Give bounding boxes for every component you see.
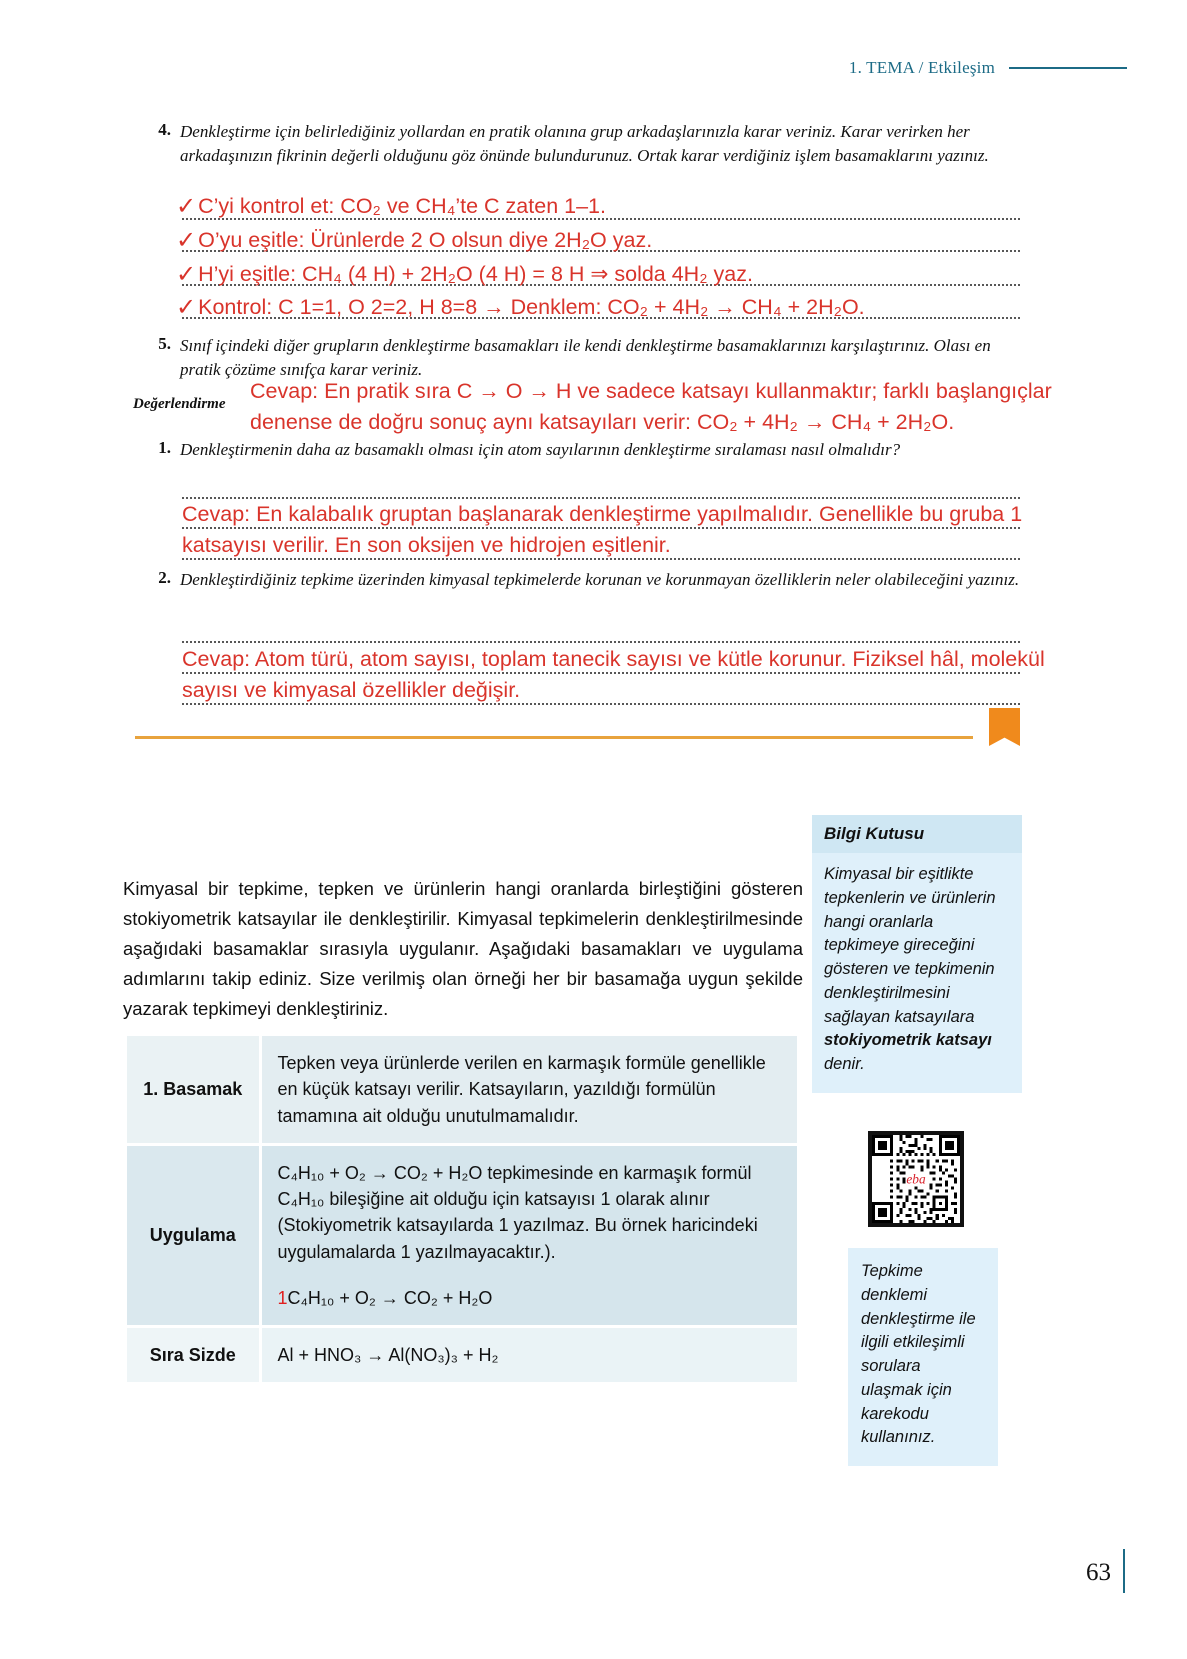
- q4-answer-text-1: C’yi kontrol et: CO₂ ve CH₄’te C zaten 1–1.: [198, 194, 606, 218]
- check-icon: ✓: [176, 193, 197, 220]
- coefficient-highlight: 1: [277, 1287, 288, 1308]
- section-divider: [135, 736, 973, 739]
- steps-table: [127, 1036, 797, 1385]
- q4-answer-line-4: [176, 293, 865, 320]
- header-rule: [1009, 67, 1127, 69]
- q5-answer-line-1: Cevap: En pratik sıra C → O → H ve sadece katsayı kullanmaktır; farklı başlangıçlar: [250, 379, 1052, 403]
- step-equation: Al + HNO₃ → Al(NO₃)₃ + H₂: [260, 1327, 797, 1384]
- qr-code-image: [872, 1135, 960, 1223]
- bilgi-kutusu-panel: [812, 815, 1022, 1093]
- question-4-text: Denkleştirme için belirlediğiniz yollardan en pratik olanına grup arkadaşlarınızla karar veriniz. Karar verirken her arkadaşınızın fikrinin değerli olduğunu göz önünde bulundurunuz. Ortak karar verdiğiniz işlem basamaklarını yazınız.: [180, 122, 989, 165]
- eval-q2-answer-line-1: Cevap: Atom türü, atom sayısı, toplam tanecik sayısı ve kütle korunur. Fiziksel hâl, molekül: [182, 647, 1045, 671]
- degerlendirme-label: Değerlendirme: [133, 396, 226, 412]
- step-label: Uygulama: [127, 1144, 260, 1326]
- check-icon: ✓: [176, 294, 197, 321]
- step-description: Tepken veya ürünlerde verilen en karmaşık formüle genellikle en küçük katsayı verilir. Katsayıların, yazıldığı formülün tamamına ait olduğu unutulmamalıdır.: [260, 1036, 797, 1144]
- qr-center-logo: [905, 1171, 926, 1186]
- bilgi-kutusu-body: [812, 853, 1022, 1093]
- q5-answer-line-2: denense de doğru sonuç aynı katsayıları verir: CO₂ + 4H₂ → CH₄ + 2H₂O.: [250, 410, 955, 434]
- question-5-number: 5.: [158, 334, 171, 353]
- answer-rule: [182, 641, 1020, 643]
- answer-rule: [182, 558, 1020, 560]
- page-number-rule: [1123, 1549, 1125, 1593]
- eval-q1-answer-line-1: Cevap: En kalabalık gruptan başlanarak denkleştirme yapılmalıdır. Genellikle bu gruba 1: [182, 502, 1023, 526]
- page-header: [849, 58, 1127, 78]
- question-5-text: Sınıf içindeki diğer grupların denkleştirme basamakları ile kendi denkleştirme basamaklarınızı karşılaştırınız. Olası en pratik çözüme sınıfça karar veriniz.: [180, 336, 991, 379]
- table-row: [127, 1144, 797, 1326]
- q4-answer-line-3: [176, 260, 753, 287]
- q4-answer-line-1: [176, 192, 606, 219]
- bilgi-text-after: denir.: [824, 1055, 865, 1073]
- answer-rule: [182, 672, 1020, 674]
- check-icon: ✓: [176, 261, 197, 288]
- qr-note: Tepkime denklemi denkleştirme ile ilgili etkileşimli sorulara ulaşmak için karekodu kullanınız.: [848, 1248, 998, 1466]
- q4-answer-text-3: H’yi eşitle: CH₄ (4 H) + 2H₂O (4 H) = 8 H ⇒ solda 4H₂ yaz.: [198, 262, 753, 286]
- answer-rule: [182, 497, 1020, 499]
- step-description: C₄H₁₀ + O₂ → CO₂ + H₂O tepkimesinde en karmaşık formül C₄H₁₀ bileşiğine ait olduğu için katsayısı 1 olarak alınır (Stokiyometrik katsayılarda 1 yazılmaz. Bu örnek haricindeki uygulamalarda 1 yazılmayacaktır.).: [277, 1162, 758, 1262]
- page-number: 63: [1086, 1559, 1111, 1586]
- eval-q2-answer-line-2: sayısı ve kimyasal özellikler değişir.: [182, 678, 521, 702]
- eval-question-1: [152, 438, 1052, 462]
- equation-text: C₄H₁₀ + O₂ → CO₂ + H₂O: [287, 1287, 493, 1308]
- step-label: 1. Basamak: [127, 1036, 260, 1144]
- body-paragraph: Kimyasal bir tepkime, tepken ve ürünlerin hangi oranlarda birleştiğini gösteren stokiyometrik katsayılar ile denkleştirilir. Kimyasal tepkimelerin denkleştirilmesinde aşağıdaki basamaklar sırasıyla uygulanır. Aşağıdaki basamakları ve uygulama adımlarını takip ediniz. Size verilmiş olan örneği her bir basamağa uygun şekilde yazarak tepkimeyi denkleştiriniz.: [123, 878, 803, 1019]
- eval-question-1-number: 1.: [158, 438, 171, 457]
- table-row: [127, 1036, 797, 1144]
- breadcrumb: 1. TEMA / Etkileşim: [848, 58, 995, 77]
- step-label: Sıra Sizde: [127, 1327, 260, 1384]
- step-description-cell: [260, 1144, 797, 1326]
- bookmark-flag-icon: [989, 708, 1020, 746]
- answer-rule: [182, 527, 1020, 529]
- question-4: [152, 120, 1012, 168]
- bilgi-text-bold: stokiyometrik katsayı: [824, 1031, 992, 1050]
- question-5: [152, 334, 1027, 382]
- answer-rule: [182, 703, 1020, 705]
- eval-q1-answer-line-2: katsayısı verilir. En son oksijen ve hidrojen eşitlenir.: [182, 533, 671, 557]
- step-equation: [278, 1285, 780, 1311]
- table-row: [127, 1327, 797, 1384]
- eval-question-1-text: Denkleştirmenin daha az basamaklı olması için atom sayılarının denkleştirme sıralaması nasıl olmalıdır?: [180, 440, 901, 459]
- eval-question-2-text: Denkleştirdiğiniz tepkime üzerinden kimyasal tepkimelerde korunan ve korunmayan özelliklerin neler olabileceğini yazınız.: [180, 570, 1020, 589]
- bilgi-text-before: Kimyasal bir eşitlikte tepkenlerin ve ürünlerin hangi oranlarla tepkimeye gireceğini gösteren ve tepkimenin denkleştirilmesini sağlayan katsayılara: [824, 865, 996, 1026]
- svg-text:eba: eba: [906, 1171, 926, 1187]
- qr-code[interactable]: [868, 1131, 964, 1227]
- q4-answer-line-2: [176, 226, 652, 253]
- bilgi-kutusu-title: Bilgi Kutusu: [812, 815, 1022, 853]
- eval-question-2-number: 2.: [158, 568, 171, 587]
- question-4-number: 4.: [158, 120, 171, 139]
- q4-answer-text-4: Kontrol: C 1=1, O 2=2, H 8=8 → Denklem: CO₂ + 4H₂ → CH₄ + 2H₂O.: [198, 295, 865, 319]
- check-icon: ✓: [176, 227, 197, 254]
- eval-question-2: [152, 568, 1032, 592]
- q4-answer-text-2: O’yu eşitle: Ürünlerde 2 O olsun diye 2H₂O yaz.: [198, 228, 653, 252]
